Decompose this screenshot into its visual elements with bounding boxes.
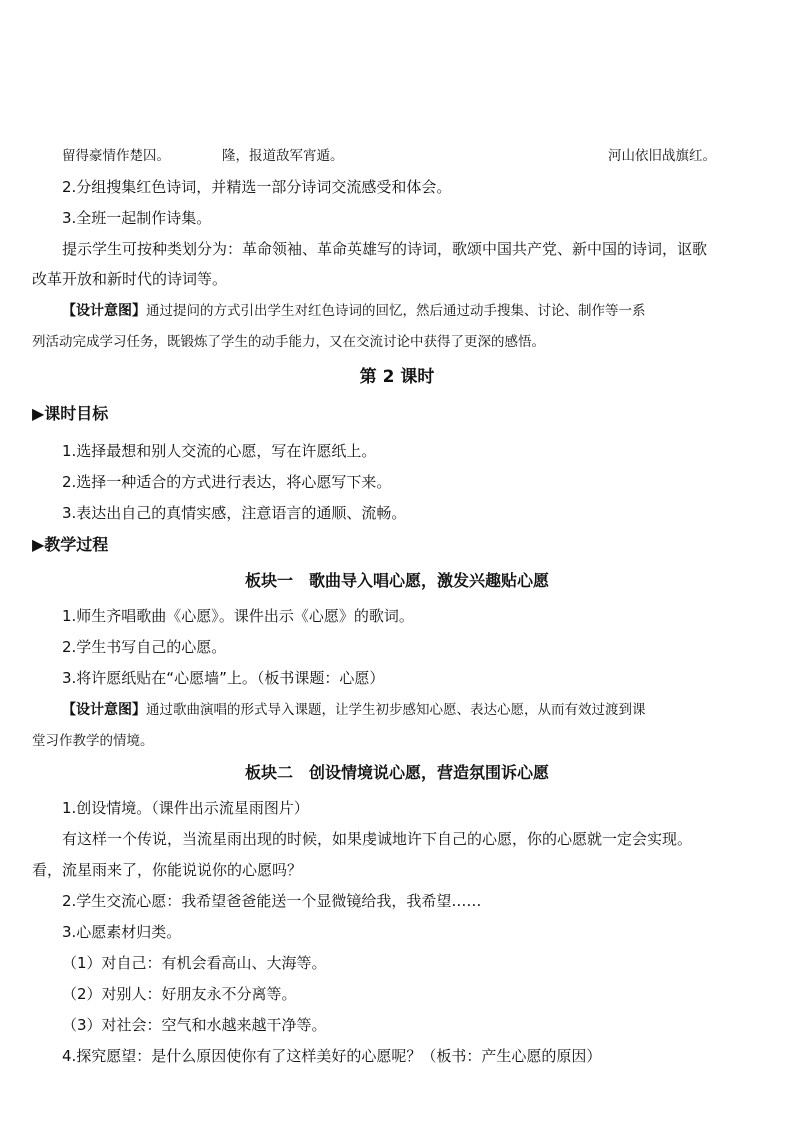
design-intent-tag: 【设计意图】: [62, 702, 146, 718]
lesson1-hint-line1: 提示学生可按种类划分为：革命领袖、革命英雄写的诗词，歌颂中国共产党、新中国的诗词，讴歌: [62, 240, 708, 258]
category-item-2: （2）对别人：好朋友永不分离等。: [62, 985, 297, 1003]
lesson1-step3: 3.全班一起制作诗集。: [62, 209, 212, 227]
block1-title: 板块一 歌曲导入唱心愿，激发兴趣贴心愿: [244, 571, 549, 590]
process-heading: ▶教学过程: [32, 535, 109, 554]
lesson-title: 第 2 课时: [359, 367, 435, 387]
lesson1-hint-line2: 改革开放和新时代的诗词等。: [32, 270, 228, 288]
poem-fragment-2: 隆，报道敌军宵遁。: [222, 148, 344, 164]
goal-item-1: 1.选择最想和别人交流的心愿，写在许愿纸上。: [62, 442, 377, 460]
block2-step1: 1.创设情境。（课件出示流星雨图片）: [62, 799, 309, 817]
block2-title: 板块二 创设情境说心愿，营造氛围诉心愿: [244, 763, 549, 782]
block1-design-intent-line2: 堂习作教学的情境。: [32, 733, 154, 749]
block1-step2: 2.学生书写自己的心愿。: [62, 638, 227, 656]
poem-fragment-1: 留得豪情作楚囚。: [62, 148, 170, 164]
block2-story-line2: 看，流星雨来了，你能说说你的心愿吗？: [32, 861, 303, 879]
design-intent-text: 通过歌曲演唱的形式导入课题，让学生初步感知心愿、表达心愿，从而有效过渡到课: [146, 702, 646, 718]
lesson1-step2: 2.分组搜集红色诗词，并精选一部分诗词交流感受和体会。: [62, 178, 452, 196]
design-intent-text: 通过提问的方式引出学生对红色诗词的回忆，然后通过动手搜集、讨论、制作等一系: [146, 303, 646, 319]
block2-step2: 2.学生交流心愿：我希望爸爸能送一个显微镜给我，我希望……: [62, 892, 482, 910]
goal-item-2: 2.选择一种适合的方式进行表达，将心愿写下来。: [62, 473, 392, 491]
block2-step4: 4.探究愿望：是什么原因使你有了这样美好的心愿呢？（板书：产生心愿的原因）: [62, 1047, 602, 1065]
lesson1-design-intent-line2: 列活动完成学习任务，既锻炼了学生的动手能力，又在交流讨论中获得了更深的感悟。: [32, 334, 545, 350]
goal-item-3: 3.表达出自己的真情实感，注意语言的通顺、流畅。: [62, 504, 407, 522]
lesson1-design-intent: [62, 301, 646, 321]
block1-step3: 3.将许愿纸贴在“心愿墙”上。（板书课题：心愿）: [62, 669, 385, 687]
category-item-1: （1）对自己：有机会看高山、大海等。: [62, 954, 327, 972]
block2-step3: 3.心愿素材归类。: [62, 923, 182, 941]
design-intent-tag: 【设计意图】: [62, 303, 146, 319]
poem-fragment-3: 河山依旧战旗红。: [608, 148, 716, 164]
category-item-3: （3）对社会：空气和水越来越干净等。: [62, 1016, 327, 1034]
goals-heading: ▶课时目标: [32, 404, 109, 423]
block2-story-line1: 有这样一个传说，当流星雨出现的时候，如果虔诚地许下自己的心愿，你的心愿就一定会实现。: [62, 830, 693, 848]
block1-design-intent: [62, 700, 646, 720]
block1-step1: 1.师生齐唱歌曲《心愿》。课件出示《心愿》的歌词。: [62, 607, 414, 625]
